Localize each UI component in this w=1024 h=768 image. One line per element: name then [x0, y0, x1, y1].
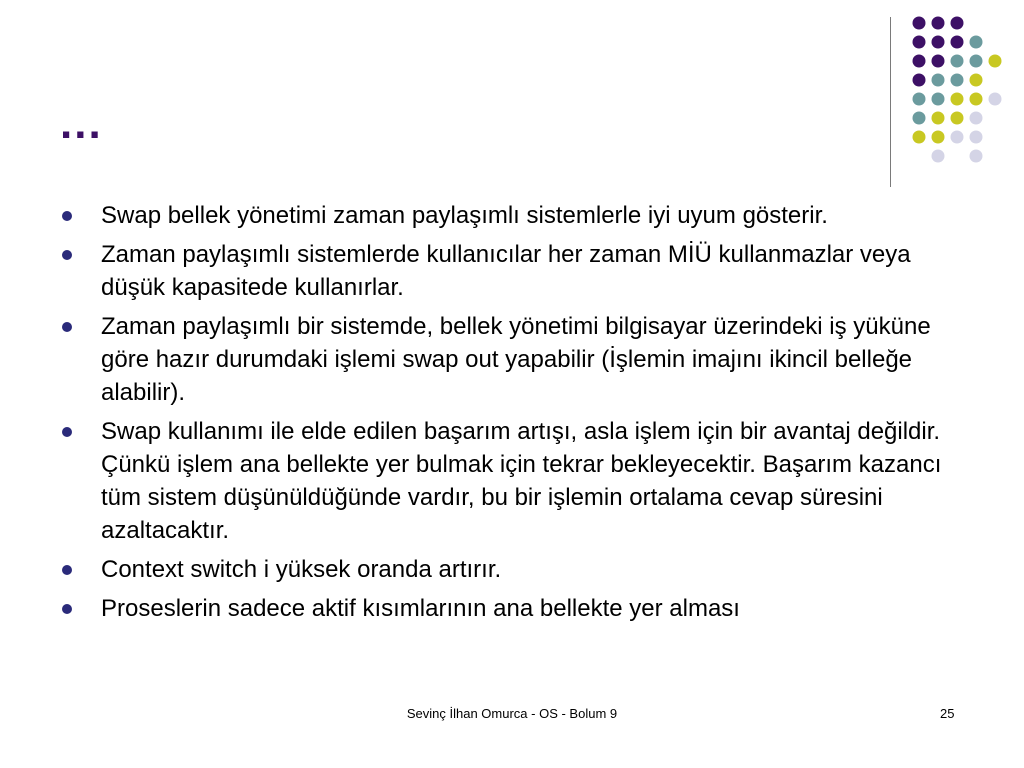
- deco-dot: [970, 150, 983, 163]
- bullet-list: [60, 199, 960, 631]
- deco-dot: [913, 74, 926, 87]
- bullet-dot-icon: [62, 211, 72, 221]
- deco-dot: [951, 93, 964, 106]
- bullet-dot-icon: [62, 250, 72, 260]
- deco-dot: [913, 131, 926, 144]
- slide-footer: Sevinç İlhan Omurca - OS - Bolum 9: [406, 706, 618, 721]
- deco-dot: [932, 74, 945, 87]
- bullet-text: Zaman paylaşımlı bir sistemde, bellek yönetimi bilgisayar üzerindeki iş yüküne göre hazır durumdaki işlemi swap out yapabilir (İşlemin imajını ikincil belleğe alabilir).: [101, 313, 931, 406]
- deco-dot: [951, 112, 964, 125]
- bullet-item: [60, 310, 960, 409]
- bullet-text: Swap kullanımı ile elde edilen başarım artışı, asla işlem için bir avantaj değildir. Çünkü işlem ana bellekte yer bulmak için tekrar bekleyecektir. Başarım kazancı tüm sistem düşünüldüğünde vardır, bu bir işlemin ortalama cevap süresini azaltacaktır.: [101, 418, 942, 544]
- deco-dot: [932, 17, 945, 30]
- deco-dot: [913, 55, 926, 68]
- deco-dot: [913, 93, 926, 106]
- deco-dot: [989, 93, 1002, 106]
- deco-dot: [970, 93, 983, 106]
- deco-dot: [932, 93, 945, 106]
- bullet-item: [60, 415, 960, 547]
- deco-dot: [932, 112, 945, 125]
- bullet-dot-icon: [62, 565, 72, 575]
- decorative-dot-grid: [0, 0, 1024, 200]
- bullet-dot-icon: [62, 604, 72, 614]
- deco-dot: [913, 17, 926, 30]
- bullet-item: [60, 592, 960, 625]
- deco-dot: [951, 131, 964, 144]
- deco-dot: [989, 55, 1002, 68]
- deco-dot: [970, 131, 983, 144]
- deco-dot: [932, 150, 945, 163]
- deco-dot: [932, 131, 945, 144]
- bullet-dot-icon: [62, 427, 72, 437]
- deco-dot: [970, 55, 983, 68]
- deco-dot: [951, 36, 964, 49]
- bullet-text: Proseslerin sadece aktif kısımlarının ana bellekte yer alması: [101, 595, 740, 622]
- deco-dot: [970, 36, 983, 49]
- deco-dot: [970, 74, 983, 87]
- bullet-item: [60, 553, 960, 586]
- deco-dot: [932, 36, 945, 49]
- deco-dot: [913, 112, 926, 125]
- deco-dot: [970, 112, 983, 125]
- slide-title: ...: [60, 99, 103, 148]
- bullet-text: Context switch i yüksek oranda artırır.: [101, 556, 502, 583]
- bullet-text: Swap bellek yönetimi zaman paylaşımlı sistemlerle iyi uyum gösterir.: [101, 202, 828, 229]
- page-number: 25: [940, 706, 955, 721]
- deco-dot: [951, 17, 964, 30]
- bullet-item: [60, 199, 960, 232]
- bullet-item: [60, 238, 960, 304]
- divider-line: [890, 17, 891, 187]
- bullet-dot-icon: [62, 322, 72, 332]
- bullet-text: Zaman paylaşımlı sistemlerde kullanıcılar her zaman MİÜ kullanmazlar veya düşük kapasitede kullanırlar.: [101, 241, 911, 301]
- deco-dot: [951, 55, 964, 68]
- deco-dot: [932, 55, 945, 68]
- deco-dot: [951, 74, 964, 87]
- deco-dot: [913, 36, 926, 49]
